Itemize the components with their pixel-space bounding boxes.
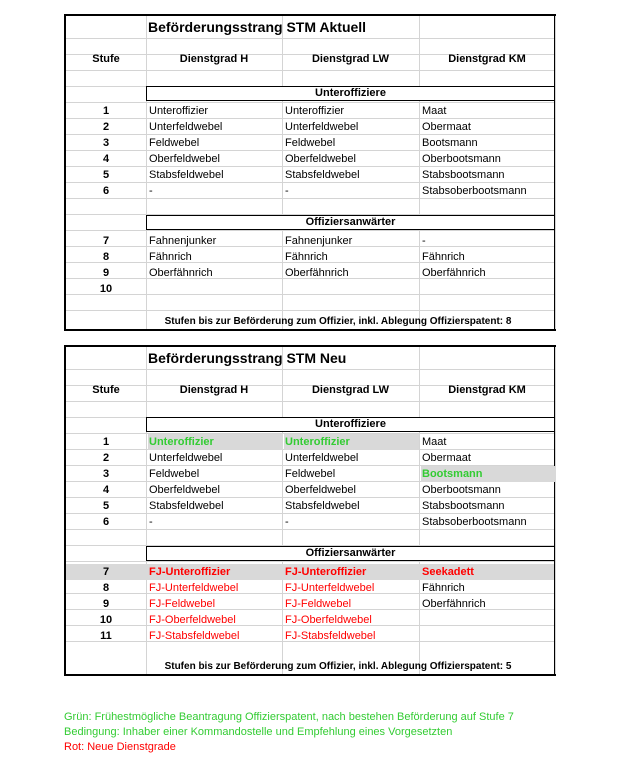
stufe-cell: 3 bbox=[102, 137, 110, 149]
header-dienstgrad-h: Dienstgrad H bbox=[179, 384, 249, 396]
stufe-cell: 9 bbox=[102, 267, 110, 279]
rank-h: Unterfeldwebel bbox=[149, 452, 223, 464]
rank-h: Unteroffizier bbox=[149, 105, 209, 117]
rank-h: Stabsfeldwebel bbox=[149, 500, 224, 512]
table-row bbox=[66, 612, 554, 628]
gridline bbox=[66, 70, 554, 71]
table-row bbox=[66, 135, 554, 151]
stufe-cell: 6 bbox=[102, 185, 110, 197]
stufe-cell: 3 bbox=[102, 468, 110, 480]
rank-lw-new: FJ-Stabsfeldwebel bbox=[285, 630, 376, 642]
rank-h-new: FJ-Stabsfeldwebel bbox=[149, 630, 240, 642]
stufe-cell: 1 bbox=[102, 436, 110, 448]
table-row bbox=[66, 151, 554, 167]
table-row bbox=[66, 434, 554, 450]
header-dienstgrad-km: Dienstgrad KM bbox=[448, 384, 526, 396]
rank-km: Oberbootsmann bbox=[422, 484, 501, 496]
section-unteroffiziere: Unteroffiziere bbox=[146, 417, 555, 432]
rank-km: Stabsbootsmann bbox=[422, 500, 505, 512]
rank-lw: Oberfeldwebel bbox=[285, 484, 356, 496]
table-row bbox=[66, 466, 554, 482]
table-row bbox=[66, 249, 554, 265]
rank-lw-new: FJ-Unteroffizier bbox=[285, 566, 367, 578]
table-row bbox=[66, 103, 554, 119]
stufe-cell: 2 bbox=[102, 121, 110, 133]
rank-h-new: FJ-Unterfeldwebel bbox=[149, 582, 239, 594]
legend-green: Grün: Frühestmögliche Beantragung Offizierspatent, nach bestehen Beförderung auf Stufe 7 bbox=[64, 711, 514, 723]
table-row bbox=[66, 183, 554, 199]
section-offiziersanwaerter: Offiziersanwärter bbox=[146, 215, 555, 230]
rank-lw: Fahnenjunker bbox=[285, 235, 353, 247]
rank-h-new: FJ-Oberfeldwebel bbox=[149, 614, 236, 626]
rank-km: Oberfähnrich bbox=[422, 598, 486, 610]
table-row bbox=[66, 628, 554, 644]
gridline bbox=[66, 310, 554, 311]
stufe-cell: 7 bbox=[102, 566, 110, 578]
table-row bbox=[66, 233, 554, 249]
stufe-cell: 10 bbox=[99, 283, 113, 295]
rank-km: Stabsoberbootsmann bbox=[422, 516, 527, 528]
legend bbox=[64, 710, 514, 755]
rank-km-highlight: Bootsmann bbox=[421, 466, 556, 482]
rank-km: - bbox=[422, 235, 426, 247]
rank-km: Maat bbox=[422, 105, 447, 117]
rank-lw: Unteroffizier bbox=[285, 105, 345, 117]
rank-lw: Feldwebel bbox=[285, 137, 336, 149]
rank-h: Oberfeldwebel bbox=[149, 484, 220, 496]
stufe-cell: 7 bbox=[102, 235, 110, 247]
rank-lw: Stabsfeldwebel bbox=[285, 500, 360, 512]
rank-h: Unterfeldwebel bbox=[149, 121, 223, 133]
rank-h: Fahnenjunker bbox=[149, 235, 217, 247]
legend-condition: Bedingung: Inhaber einer Kommandostelle und Empfehlung eines Vorgesetzten bbox=[64, 726, 453, 738]
table-title: Beförderungsstrang STM Aktuell bbox=[148, 19, 367, 35]
rank-lw: - bbox=[285, 516, 289, 528]
rank-km: Oberbootsmann bbox=[422, 153, 501, 165]
table-row bbox=[66, 580, 554, 596]
rank-h: Feldwebel bbox=[149, 137, 200, 149]
header-stufe: Stufe bbox=[92, 384, 120, 396]
rank-lw: Oberfähnrich bbox=[285, 267, 349, 279]
stufe-cell: 10 bbox=[99, 614, 113, 626]
header-dienstgrad-km: Dienstgrad KM bbox=[448, 53, 526, 65]
rank-km: Maat bbox=[422, 436, 447, 448]
table-row bbox=[66, 281, 554, 297]
header-dienstgrad-h: Dienstgrad H bbox=[179, 53, 249, 65]
rank-km: Obermaat bbox=[422, 121, 471, 133]
rank-h: Feldwebel bbox=[149, 468, 200, 480]
table-row bbox=[66, 450, 554, 466]
rank-h-new: FJ-Unteroffizier bbox=[149, 566, 231, 578]
table-row bbox=[66, 167, 554, 183]
stufe-cell: 9 bbox=[102, 598, 110, 610]
header-dienstgrad-lw: Dienstgrad LW bbox=[311, 53, 389, 65]
stufe-cell: 4 bbox=[102, 484, 110, 496]
gridline bbox=[66, 369, 554, 370]
header-dienstgrad-lw: Dienstgrad LW bbox=[311, 384, 389, 396]
gridline bbox=[66, 230, 554, 231]
section-offiziersanwaerter: Offiziersanwärter bbox=[146, 546, 555, 561]
rank-h: Fähnrich bbox=[149, 251, 192, 263]
rank-lw: Fähnrich bbox=[285, 251, 328, 263]
gridline bbox=[66, 401, 554, 402]
stufe-cell: 6 bbox=[102, 516, 110, 528]
gridline bbox=[66, 561, 554, 562]
rank-lw: Oberfeldwebel bbox=[285, 153, 356, 165]
rank-lw-highlight: Unteroffizier bbox=[284, 434, 419, 450]
table-row bbox=[66, 596, 554, 612]
rank-km: Stabsbootsmann bbox=[422, 169, 505, 181]
table-row bbox=[66, 498, 554, 514]
gridline bbox=[66, 38, 554, 39]
table-neu bbox=[64, 345, 556, 676]
table-row bbox=[66, 265, 554, 281]
rank-lw: Unterfeldwebel bbox=[285, 121, 359, 133]
table-aktuell bbox=[64, 14, 556, 331]
stufe-cell: 4 bbox=[102, 153, 110, 165]
stufe-cell: 11 bbox=[100, 630, 112, 642]
stufe-cell: 5 bbox=[102, 169, 110, 181]
table-row bbox=[66, 514, 554, 530]
rank-lw-new: FJ-Feldwebel bbox=[285, 598, 352, 610]
rank-h: Oberfeldwebel bbox=[149, 153, 220, 165]
rank-lw: Stabsfeldwebel bbox=[285, 169, 360, 181]
rank-h: - bbox=[149, 185, 153, 197]
table-row-highlight bbox=[66, 564, 554, 580]
stufe-cell: 8 bbox=[102, 251, 110, 263]
rank-lw: Unterfeldwebel bbox=[285, 452, 359, 464]
rank-h-new: FJ-Feldwebel bbox=[149, 598, 216, 610]
rank-lw: - bbox=[285, 185, 289, 197]
section-unteroffiziere: Unteroffiziere bbox=[146, 86, 555, 101]
table-title: Beförderungsstrang STM Neu bbox=[148, 350, 347, 366]
stufe-cell: 1 bbox=[102, 105, 110, 117]
rank-km: Fähnrich bbox=[422, 251, 465, 263]
stufe-cell: 8 bbox=[102, 582, 110, 594]
rank-h-highlight: Unteroffizier bbox=[148, 434, 283, 450]
rank-lw-new: FJ-Unterfeldwebel bbox=[285, 582, 375, 594]
rank-km-new: Seekadett bbox=[422, 566, 474, 578]
rank-km: Oberfähnrich bbox=[422, 267, 486, 279]
rank-km: Fähnrich bbox=[422, 582, 465, 594]
table-row bbox=[66, 119, 554, 135]
rank-lw: Feldwebel bbox=[285, 468, 336, 480]
rank-km: Bootsmann bbox=[422, 137, 478, 149]
table-row bbox=[66, 482, 554, 498]
table-footer: Stufen bis zur Beförderung zum Offizier, inkl. Ablegung Offizierspatent: 8 bbox=[164, 316, 512, 327]
rank-h: Stabsfeldwebel bbox=[149, 169, 224, 181]
table-footer: Stufen bis zur Beförderung zum Offizier, inkl. Ablegung Offizierspatent: 5 bbox=[164, 661, 512, 672]
rank-km: Obermaat bbox=[422, 452, 471, 464]
legend-red: Rot: Neue Dienstgrade bbox=[64, 741, 176, 753]
stufe-cell: 2 bbox=[102, 452, 110, 464]
stufe-cell: 5 bbox=[102, 500, 110, 512]
rank-lw-new: FJ-Oberfeldwebel bbox=[285, 614, 372, 626]
rank-h: Oberfähnrich bbox=[149, 267, 213, 279]
rank-h: - bbox=[149, 516, 153, 528]
header-stufe: Stufe bbox=[92, 53, 120, 65]
rank-km: Stabsoberbootsmann bbox=[422, 185, 527, 197]
